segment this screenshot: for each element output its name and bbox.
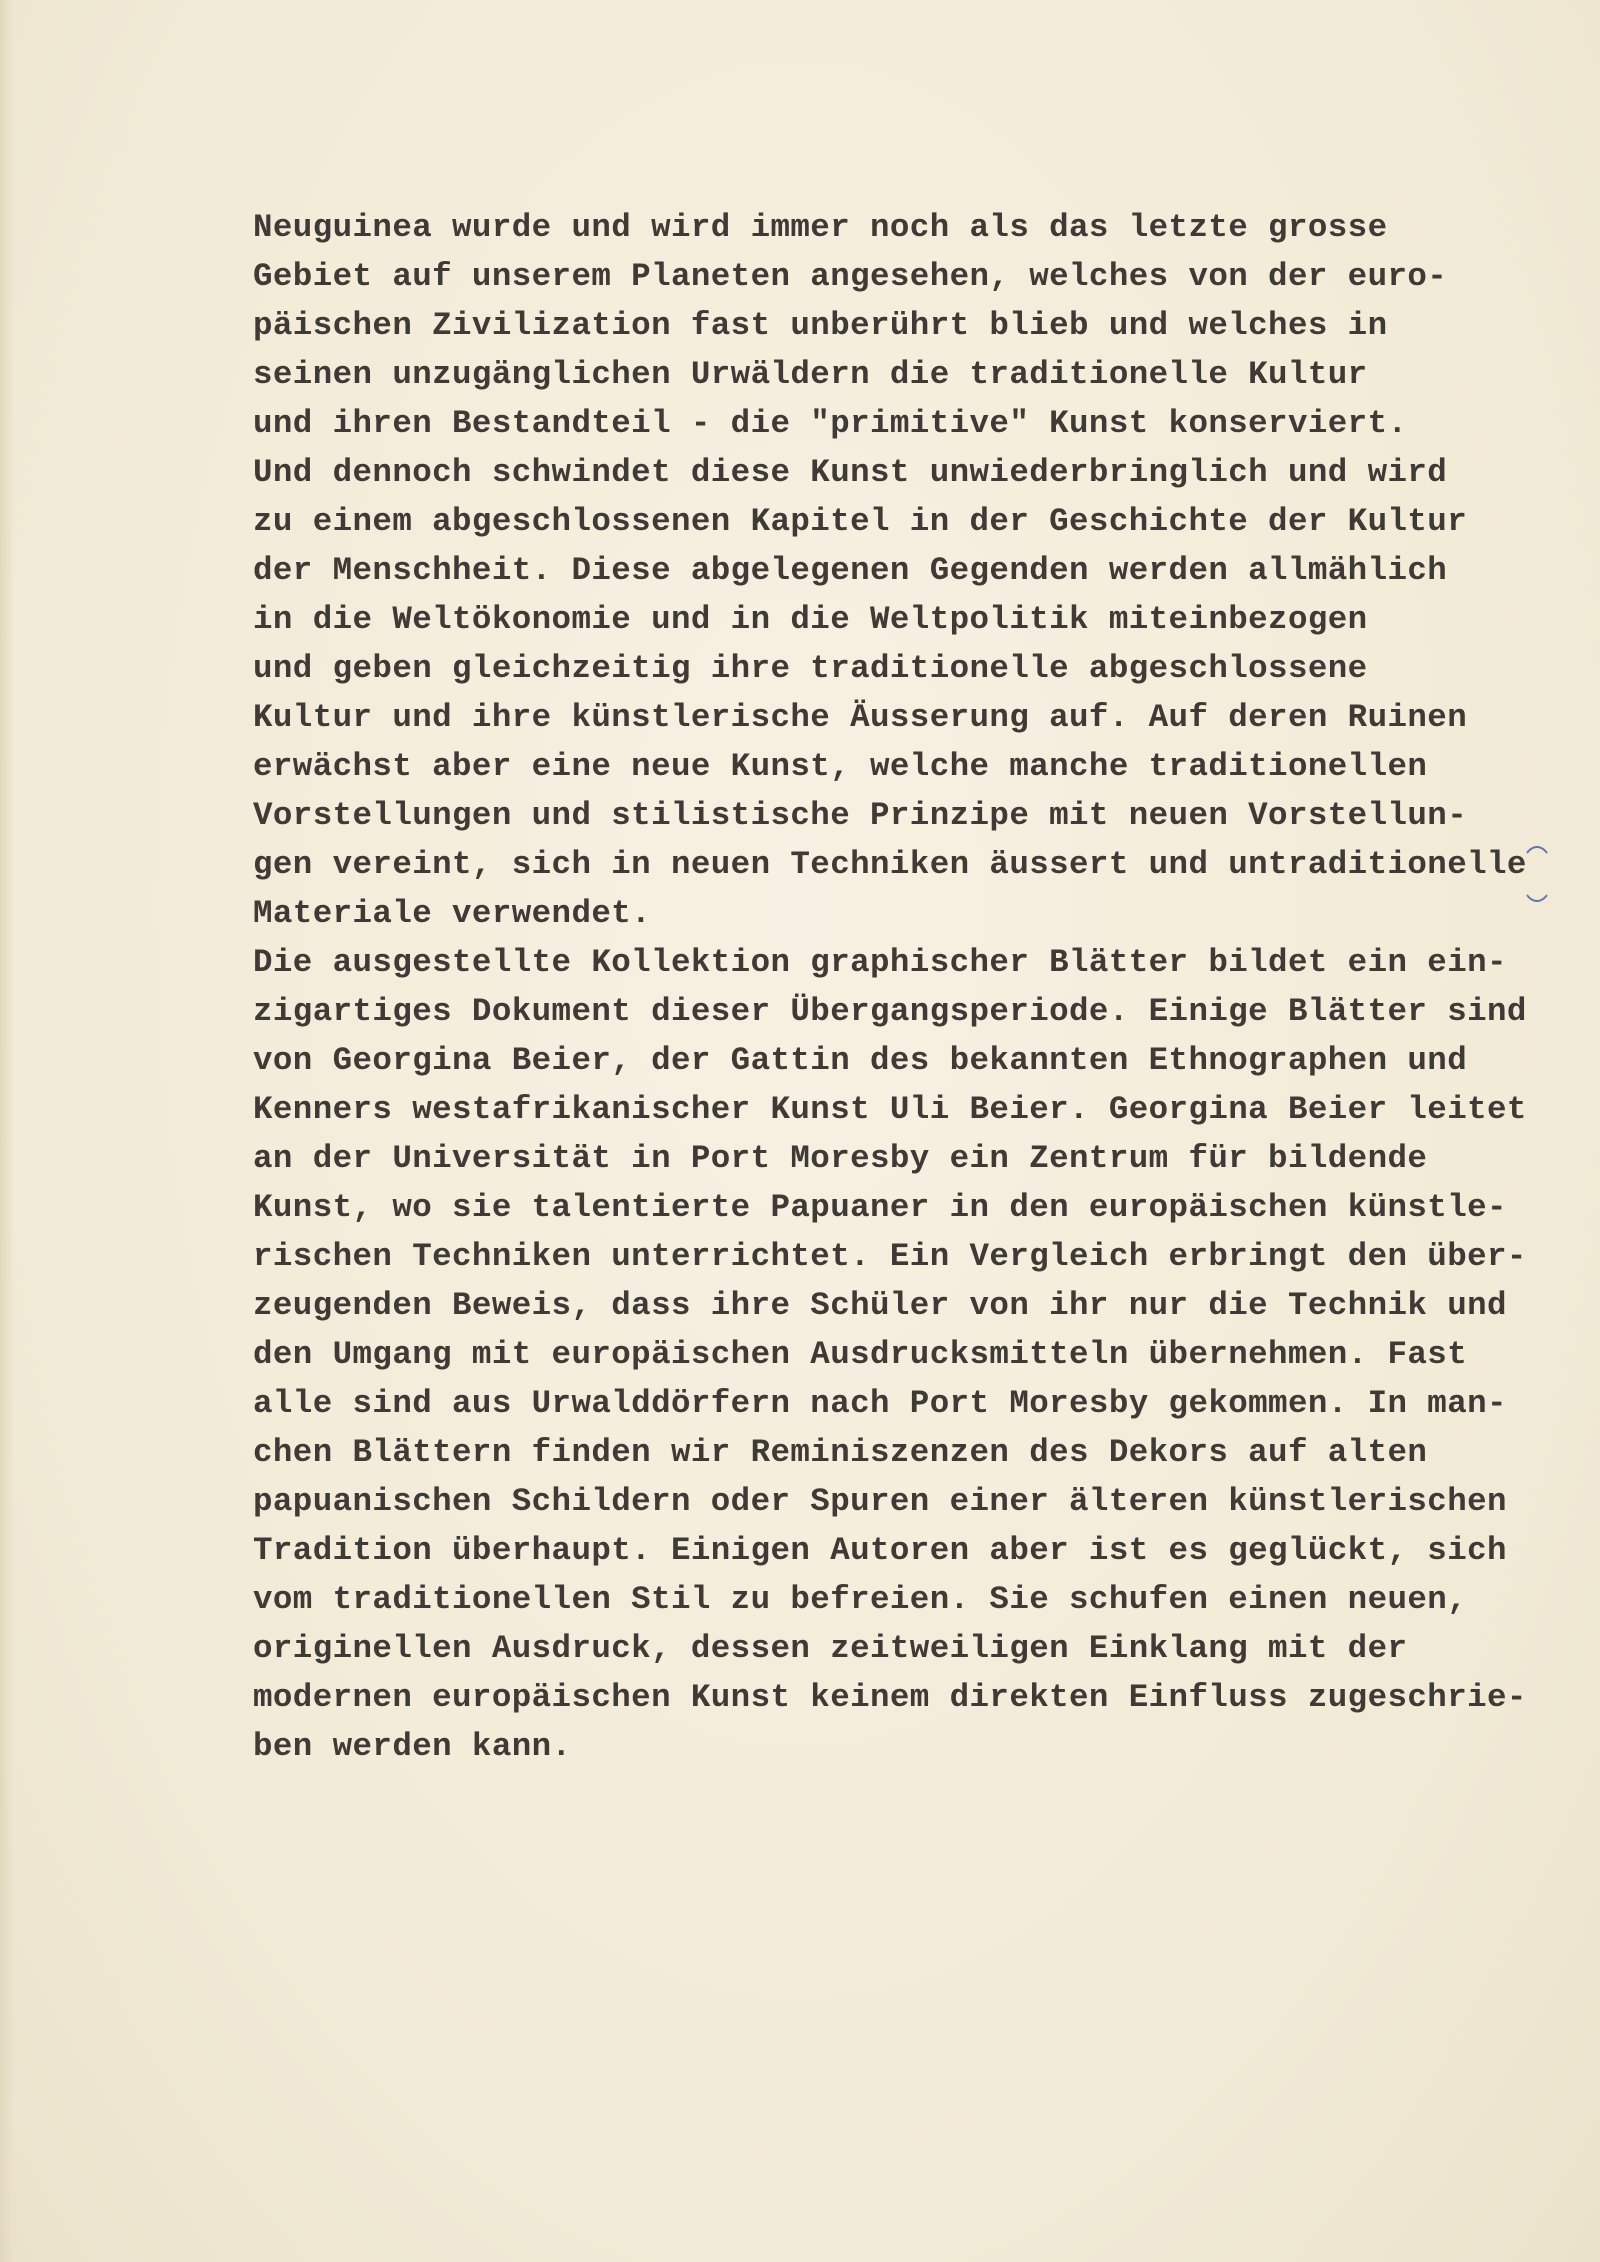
- text-line: papuanischen Schildern oder Spuren einer älteren künstlerischen: [253, 1483, 1507, 1520]
- text-line: Die ausgestellte Kollektion graphischer Blätter bildet ein ein-: [253, 944, 1507, 981]
- text-line: originellen Ausdruck, dessen zeitweiligen Einklang mit der: [253, 1630, 1408, 1667]
- text-line: modernen europäischen Kunst keinem direkten Einfluss zugeschrie-: [253, 1679, 1527, 1716]
- text-line: Kenners westafrikanischer Kunst Uli Beier. Georgina Beier leitet: [253, 1091, 1527, 1128]
- text-line: Materiale verwendet.: [253, 895, 652, 932]
- text-line: zu einem abgeschlossenen Kapitel in der Geschichte der Kultur: [253, 503, 1468, 540]
- text-line: von Georgina Beier, der Gattin des bekannten Ethnographen und: [253, 1042, 1468, 1079]
- text-line: an der Universität in Port Moresby ein Zentrum für bildende: [253, 1140, 1428, 1177]
- text-line: Tradition überhaupt. Einigen Autoren aber ist es geglückt, sich: [253, 1532, 1507, 1569]
- text-line: Gebiet auf unserem Planeten angesehen, welches von der euro-: [253, 258, 1448, 295]
- text-line: gen vereint, sich in neuen Techniken äussert und untraditionelle: [253, 846, 1527, 883]
- text-line: seinen unzugänglichen Urwäldern die traditionelle Kultur: [253, 356, 1368, 393]
- text-line: päischen Zivilization fast unberührt blieb und welches in: [253, 307, 1388, 344]
- text-line: Neuguinea wurde und wird immer noch als das letzte grosse: [253, 209, 1388, 246]
- text-line: und ihren Bestandteil - die "primitive" Kunst konserviert.: [253, 405, 1408, 442]
- text-line: vom traditionellen Stil zu befreien. Sie schufen einen neuen,: [253, 1581, 1468, 1618]
- text-line: ben werden kann.: [253, 1728, 572, 1765]
- text-line: Vorstellungen und stilistische Prinzipe mit neuen Vorstellun-: [253, 797, 1468, 834]
- text-line: erwächst aber eine neue Kunst, welche manche traditionellen: [253, 748, 1428, 785]
- typewritten-text: [253, 203, 1573, 1771]
- text-line: zeugenden Beweis, dass ihre Schüler von ihr nur die Technik und: [253, 1287, 1507, 1324]
- paper-edge: [0, 0, 14, 2262]
- text-line: in die Weltökonomie und in die Weltpolitik miteinbezogen: [253, 601, 1368, 638]
- text-line: und geben gleichzeitig ihre traditionelle abgeschlossene: [253, 650, 1368, 687]
- text-line: chen Blättern finden wir Reminiszenzen des Dekors auf alten: [253, 1434, 1428, 1471]
- text-line: den Umgang mit europäischen Ausdrucksmitteln übernehmen. Fast: [253, 1336, 1468, 1373]
- text-line: der Menschheit. Diese abgelegenen Gegenden werden allmählich: [253, 552, 1448, 589]
- handwritten-correction-mark: [1520, 846, 1554, 902]
- text-line: Kultur und ihre künstlerische Äusserung auf. Auf deren Ruinen: [253, 699, 1468, 736]
- text-line: zigartiges Dokument dieser Übergangsperiode. Einige Blätter sind: [253, 993, 1527, 1030]
- text-line: Und dennoch schwindet diese Kunst unwiederbringlich und wird: [253, 454, 1448, 491]
- text-line: Kunst, wo sie talentierte Papuaner in den europäischen künstle-: [253, 1189, 1507, 1226]
- text-line: alle sind aus Urwalddörfern nach Port Moresby gekommen. In man-: [253, 1385, 1507, 1422]
- text-line: rischen Techniken unterrichtet. Ein Vergleich erbringt den über-: [253, 1238, 1527, 1275]
